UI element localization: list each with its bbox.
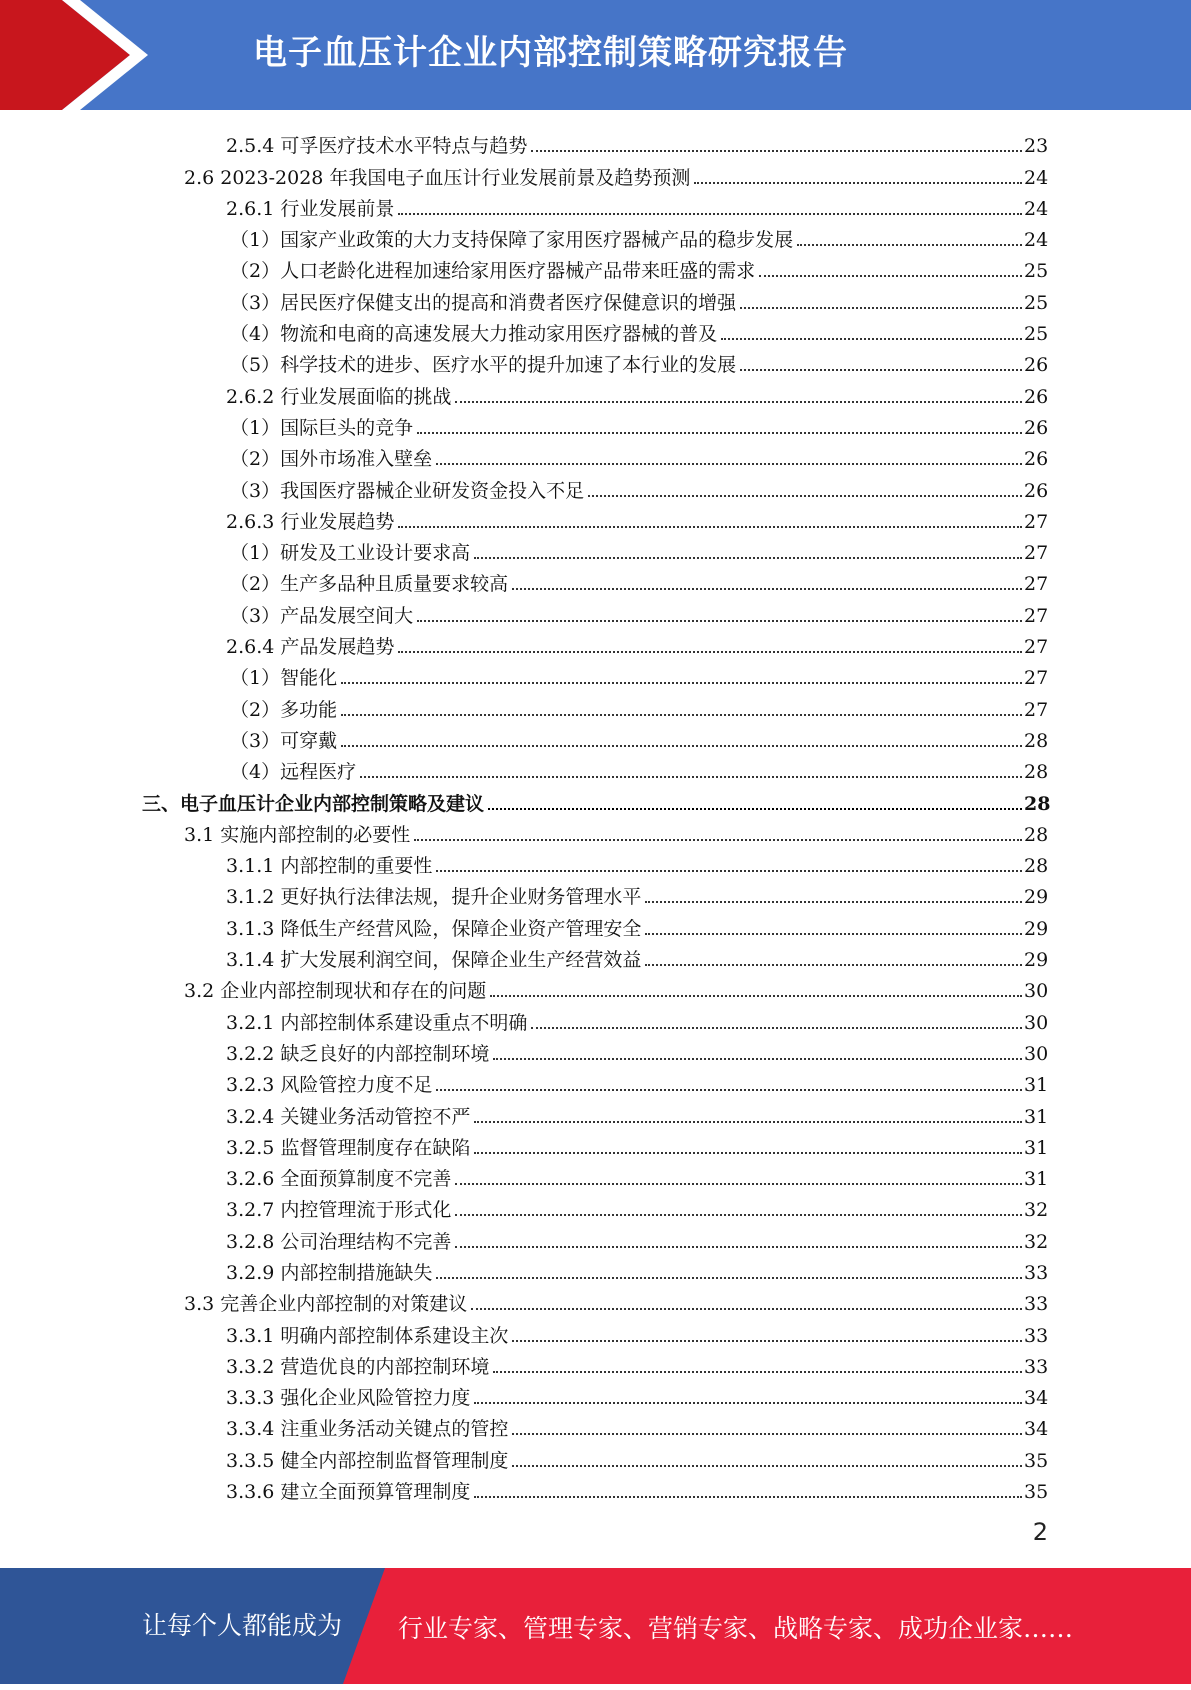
toc-entry[interactable] (0, 628, 1191, 659)
toc-dot-leader (512, 1433, 1022, 1435)
toc-entry-label: （3）产品发展空间大 (230, 604, 414, 627)
toc-entry[interactable] (0, 471, 1191, 502)
toc-dot-leader (414, 839, 1022, 841)
toc-entry-label: 3.3.2 营造优良的内部控制环境 (226, 1355, 490, 1378)
toc-entry[interactable] (0, 847, 1191, 878)
toc-entry[interactable] (0, 596, 1191, 627)
toc-entry[interactable] (0, 1410, 1191, 1441)
toc-entry-label: 3.2.3 风险管控力度不足 (226, 1074, 433, 1097)
toc-entry[interactable] (0, 1473, 1191, 1504)
toc-entry[interactable] (0, 1222, 1191, 1253)
toc-entry[interactable] (0, 503, 1191, 534)
toc-entry[interactable] (0, 1003, 1191, 1034)
toc-entry-label: 3.3.1 明确内部控制体系建设主次 (226, 1324, 509, 1347)
toc-dot-leader (474, 1152, 1022, 1154)
toc-entry-page: 25 (1024, 291, 1049, 314)
toc-dot-leader (531, 150, 1022, 152)
toc-entry-label: （2）多功能 (230, 698, 338, 721)
toc-entry-label: 3.1.4 扩大发展利润空间，保障企业生产经营效益 (226, 949, 642, 972)
toc-entry-label: 3.2.4 关键业务活动管控不严 (226, 1105, 471, 1128)
toc-entry-page: 35 (1024, 1481, 1049, 1504)
toc-entry-page: 33 (1024, 1293, 1049, 1316)
toc-dot-leader (398, 526, 1022, 528)
toc-entry-page: 30 (1024, 1042, 1049, 1065)
page-footer (0, 1568, 1191, 1684)
toc-dot-leader (417, 432, 1022, 434)
footer-slogan-left: 让每个人都能成为 (142, 1611, 343, 1640)
toc-entry-page: 28 (1024, 855, 1049, 878)
toc-entry-label: （2）人口老龄化进程加速给家用医疗器械产品带来旺盛的需求 (230, 260, 756, 283)
toc-entry[interactable] (0, 659, 1191, 690)
toc-entry-page: 26 (1024, 448, 1049, 471)
toc-entry[interactable] (0, 1348, 1191, 1379)
toc-dot-leader (398, 213, 1022, 215)
toc-entry-page: 25 (1024, 323, 1049, 346)
toc-entry-label: 3.2.1 内部控制体系建设重点不明确 (226, 1011, 528, 1034)
page-header (0, 0, 1191, 110)
toc-entry-page: 28 (1024, 761, 1049, 784)
toc-dot-leader (488, 808, 1022, 810)
toc-entry-label: 3.2.7 内控管理流于形式化 (226, 1199, 452, 1222)
toc-entry[interactable] (0, 409, 1191, 440)
toc-entry[interactable] (0, 941, 1191, 972)
toc-dot-leader (474, 1496, 1022, 1498)
toc-entry-label: 3.1.3 降低生产经营风险，保障企业资产管理安全 (226, 917, 642, 940)
toc-dot-leader (490, 995, 1022, 997)
toc-entry-page: 32 (1024, 1199, 1049, 1222)
toc-dot-leader (436, 463, 1022, 465)
toc-entry[interactable] (0, 1379, 1191, 1410)
toc-entry[interactable] (0, 377, 1191, 408)
toc-entry-page: 24 (1024, 166, 1049, 189)
toc-entry-label: （5）科学技术的进步、医疗水平的提升加速了本行业的发展 (230, 354, 737, 377)
page-title: 电子血压计企业内部控制策略研究报告 (253, 33, 848, 73)
toc-dot-leader (341, 714, 1022, 716)
toc-entry-label: （1）智能化 (230, 667, 338, 690)
toc-dot-leader (341, 745, 1022, 747)
toc-dot-leader (645, 933, 1022, 935)
toc-entry-label: 3.2.5 监督管理制度存在缺陷 (226, 1136, 471, 1159)
toc-entry[interactable] (0, 690, 1191, 721)
toc-entry[interactable] (0, 221, 1191, 252)
toc-entry[interactable] (0, 1316, 1191, 1347)
toc-entry-label: （1）国家产业政策的大力支持保障了家用医疗器械产品的稳步发展 (230, 229, 794, 252)
toc-dot-leader (455, 1214, 1022, 1216)
toc-dot-leader (512, 588, 1022, 590)
toc-entry-label: （2）生产多品种且质量要求较高 (230, 573, 509, 596)
toc-dot-leader (493, 1058, 1022, 1060)
toc-dot-leader (645, 964, 1022, 966)
toc-dot-leader (474, 1121, 1022, 1123)
toc-dot-leader (436, 870, 1022, 872)
toc-entry-label: 2.5.4 可孚医疗技术水平特点与趋势 (226, 135, 528, 158)
toc-entry-page: 27 (1024, 604, 1049, 627)
toc-entry-page: 27 (1024, 573, 1049, 596)
toc-dot-leader (694, 182, 1022, 184)
toc-entry[interactable] (0, 1191, 1191, 1222)
toc-dot-leader (436, 1089, 1022, 1091)
toc-dot-leader (493, 1371, 1022, 1373)
toc-entry-label: （1）国际巨头的竞争 (230, 416, 414, 439)
toc-entry[interactable] (0, 158, 1191, 189)
toc-entry-label: （3）居民医疗保健支出的提高和消费者医疗保健意识的增强 (230, 291, 737, 314)
toc-entry-page: 27 (1024, 636, 1049, 659)
toc-entry-page: 34 (1024, 1387, 1049, 1410)
toc-entry-page: 31 (1024, 1074, 1049, 1097)
toc-entry[interactable] (0, 909, 1191, 940)
toc-entry[interactable] (0, 722, 1191, 753)
toc-entry-label: （3）我国医疗器械企业研发资金投入不足 (230, 479, 585, 502)
toc-entry-page: 27 (1024, 667, 1049, 690)
toc-entry-label: （4）物流和电商的高速发展大力推动家用医疗器械的普及 (230, 323, 718, 346)
toc-entry-page: 26 (1024, 385, 1049, 408)
toc-entry-page: 26 (1024, 354, 1049, 377)
toc-entry-label: 2.6 2023-2028 年我国电子血压计行业发展前景及趋势预测 (184, 166, 691, 189)
toc-entry-label: 3.2.2 缺乏良好的内部控制环境 (226, 1042, 490, 1065)
toc-entry[interactable] (0, 816, 1191, 847)
toc-entry-page: 31 (1024, 1136, 1049, 1159)
toc-dot-leader (455, 1246, 1022, 1248)
toc-entry-page: 30 (1024, 980, 1049, 1003)
toc-dot-leader (455, 1183, 1022, 1185)
page-number: 2 (1032, 1518, 1048, 1546)
toc-entry[interactable] (0, 565, 1191, 596)
toc-entry-page: 28 (1024, 792, 1051, 815)
table-of-contents (0, 127, 1191, 1504)
toc-dot-leader (531, 1027, 1022, 1029)
toc-entry-page: 33 (1024, 1355, 1049, 1378)
toc-entry-label: 3.1.2 更好执行法律法规，提升企业财务管理水平 (226, 886, 642, 909)
toc-entry[interactable] (0, 1097, 1191, 1128)
toc-dot-leader (341, 682, 1022, 684)
toc-entry-page: 34 (1024, 1418, 1049, 1441)
toc-entry-page: 29 (1024, 917, 1049, 940)
toc-entry-page: 27 (1024, 542, 1049, 565)
toc-dot-leader (417, 620, 1022, 622)
toc-dot-leader (797, 244, 1022, 246)
toc-entry[interactable] (0, 1129, 1191, 1160)
toc-dot-leader (740, 369, 1022, 371)
toc-entry-page: 27 (1024, 510, 1049, 533)
toc-dot-leader (645, 901, 1022, 903)
toc-entry-page: 31 (1024, 1105, 1049, 1128)
toc-entry-label: 3.3.6 建立全面预算管理制度 (226, 1481, 471, 1504)
toc-dot-leader (360, 776, 1022, 778)
toc-entry-page: 29 (1024, 949, 1049, 972)
toc-entry-label: 3.2.8 公司治理结构不完善 (226, 1230, 452, 1253)
toc-entry-page: 25 (1024, 260, 1049, 283)
toc-entry-page: 27 (1024, 698, 1049, 721)
toc-entry[interactable] (0, 534, 1191, 565)
toc-dot-leader (512, 1465, 1022, 1467)
toc-entry[interactable] (0, 753, 1191, 784)
toc-entry-label: 3.2.6 全面预算制度不完善 (226, 1168, 452, 1191)
toc-entry-label: （4）远程医疗 (230, 761, 357, 784)
toc-entry-page: 35 (1024, 1449, 1049, 1472)
toc-entry-label: 3.2 企业内部控制现状和存在的问题 (184, 980, 487, 1003)
toc-dot-leader (398, 651, 1022, 653)
toc-entry-label: （1）研发及工业设计要求高 (230, 542, 471, 565)
toc-entry-page: 26 (1024, 416, 1049, 439)
toc-entry-label: 3.1 实施内部控制的必要性 (184, 823, 411, 846)
toc-entry-page: 23 (1024, 135, 1049, 158)
toc-entry-label: 2.6.3 行业发展趋势 (226, 510, 395, 533)
toc-entry-page: 30 (1024, 1011, 1049, 1034)
toc-entry[interactable] (0, 127, 1191, 158)
toc-entry-label: 三、电子血压计企业内部控制策略及建议 (142, 792, 485, 815)
toc-entry-label: 3.3 完善企业内部控制的对策建议 (184, 1293, 468, 1316)
toc-entry-page: 31 (1024, 1168, 1049, 1191)
footer-slogan-right: 行业专家、管理专家、营销专家、战略专家、成功企业家…… (398, 1614, 1074, 1643)
toc-entry[interactable] (0, 252, 1191, 283)
toc-entry[interactable] (0, 1035, 1191, 1066)
toc-entry-page: 33 (1024, 1324, 1049, 1347)
toc-entry-label: 2.6.1 行业发展前景 (226, 197, 395, 220)
toc-dot-leader (740, 307, 1022, 309)
toc-entry[interactable] (0, 972, 1191, 1003)
toc-dot-leader (588, 495, 1022, 497)
toc-dot-leader (474, 557, 1022, 559)
toc-entry[interactable] (0, 440, 1191, 471)
toc-entry[interactable] (0, 190, 1191, 221)
toc-entry-label: 3.2.9 内部控制措施缺失 (226, 1261, 433, 1284)
toc-entry[interactable] (0, 1160, 1191, 1191)
toc-entry[interactable] (0, 1441, 1191, 1472)
toc-entry[interactable] (0, 1285, 1191, 1316)
toc-entry-page: 24 (1024, 197, 1049, 220)
toc-entry-page: 24 (1024, 229, 1049, 252)
toc-entry-page: 28 (1024, 823, 1049, 846)
toc-entry-page: 28 (1024, 729, 1049, 752)
toc-entry-page: 33 (1024, 1261, 1049, 1284)
toc-entry-label: （2）国外市场准入壁垒 (230, 448, 433, 471)
toc-entry-label: 3.1.1 内部控制的重要性 (226, 855, 433, 878)
toc-entry-label: 3.3.5 健全内部控制监督管理制度 (226, 1449, 509, 1472)
toc-entry-page: 26 (1024, 479, 1049, 502)
toc-dot-leader (436, 1277, 1022, 1279)
toc-dot-leader (471, 1308, 1022, 1310)
toc-entry[interactable] (0, 784, 1191, 815)
toc-dot-leader (721, 338, 1022, 340)
toc-entry[interactable] (0, 346, 1191, 377)
toc-entry-label: 3.3.3 强化企业风险管控力度 (226, 1387, 471, 1410)
toc-entry-label: 2.6.2 行业发展面临的挑战 (226, 385, 452, 408)
toc-entry[interactable] (0, 1066, 1191, 1097)
toc-dot-leader (759, 275, 1022, 277)
toc-dot-leader (512, 1340, 1022, 1342)
toc-entry-page: 29 (1024, 886, 1049, 909)
toc-entry-label: 2.6.4 产品发展趋势 (226, 636, 395, 659)
toc-dot-leader (455, 401, 1022, 403)
toc-entry[interactable] (0, 1254, 1191, 1285)
toc-entry-label: 3.3.4 注重业务活动关键点的管控 (226, 1418, 509, 1441)
toc-entry-page: 32 (1024, 1230, 1049, 1253)
toc-entry[interactable] (0, 315, 1191, 346)
toc-entry[interactable] (0, 283, 1191, 314)
toc-dot-leader (474, 1402, 1022, 1404)
toc-entry-label: （3）可穿戴 (230, 729, 338, 752)
toc-entry[interactable] (0, 878, 1191, 909)
